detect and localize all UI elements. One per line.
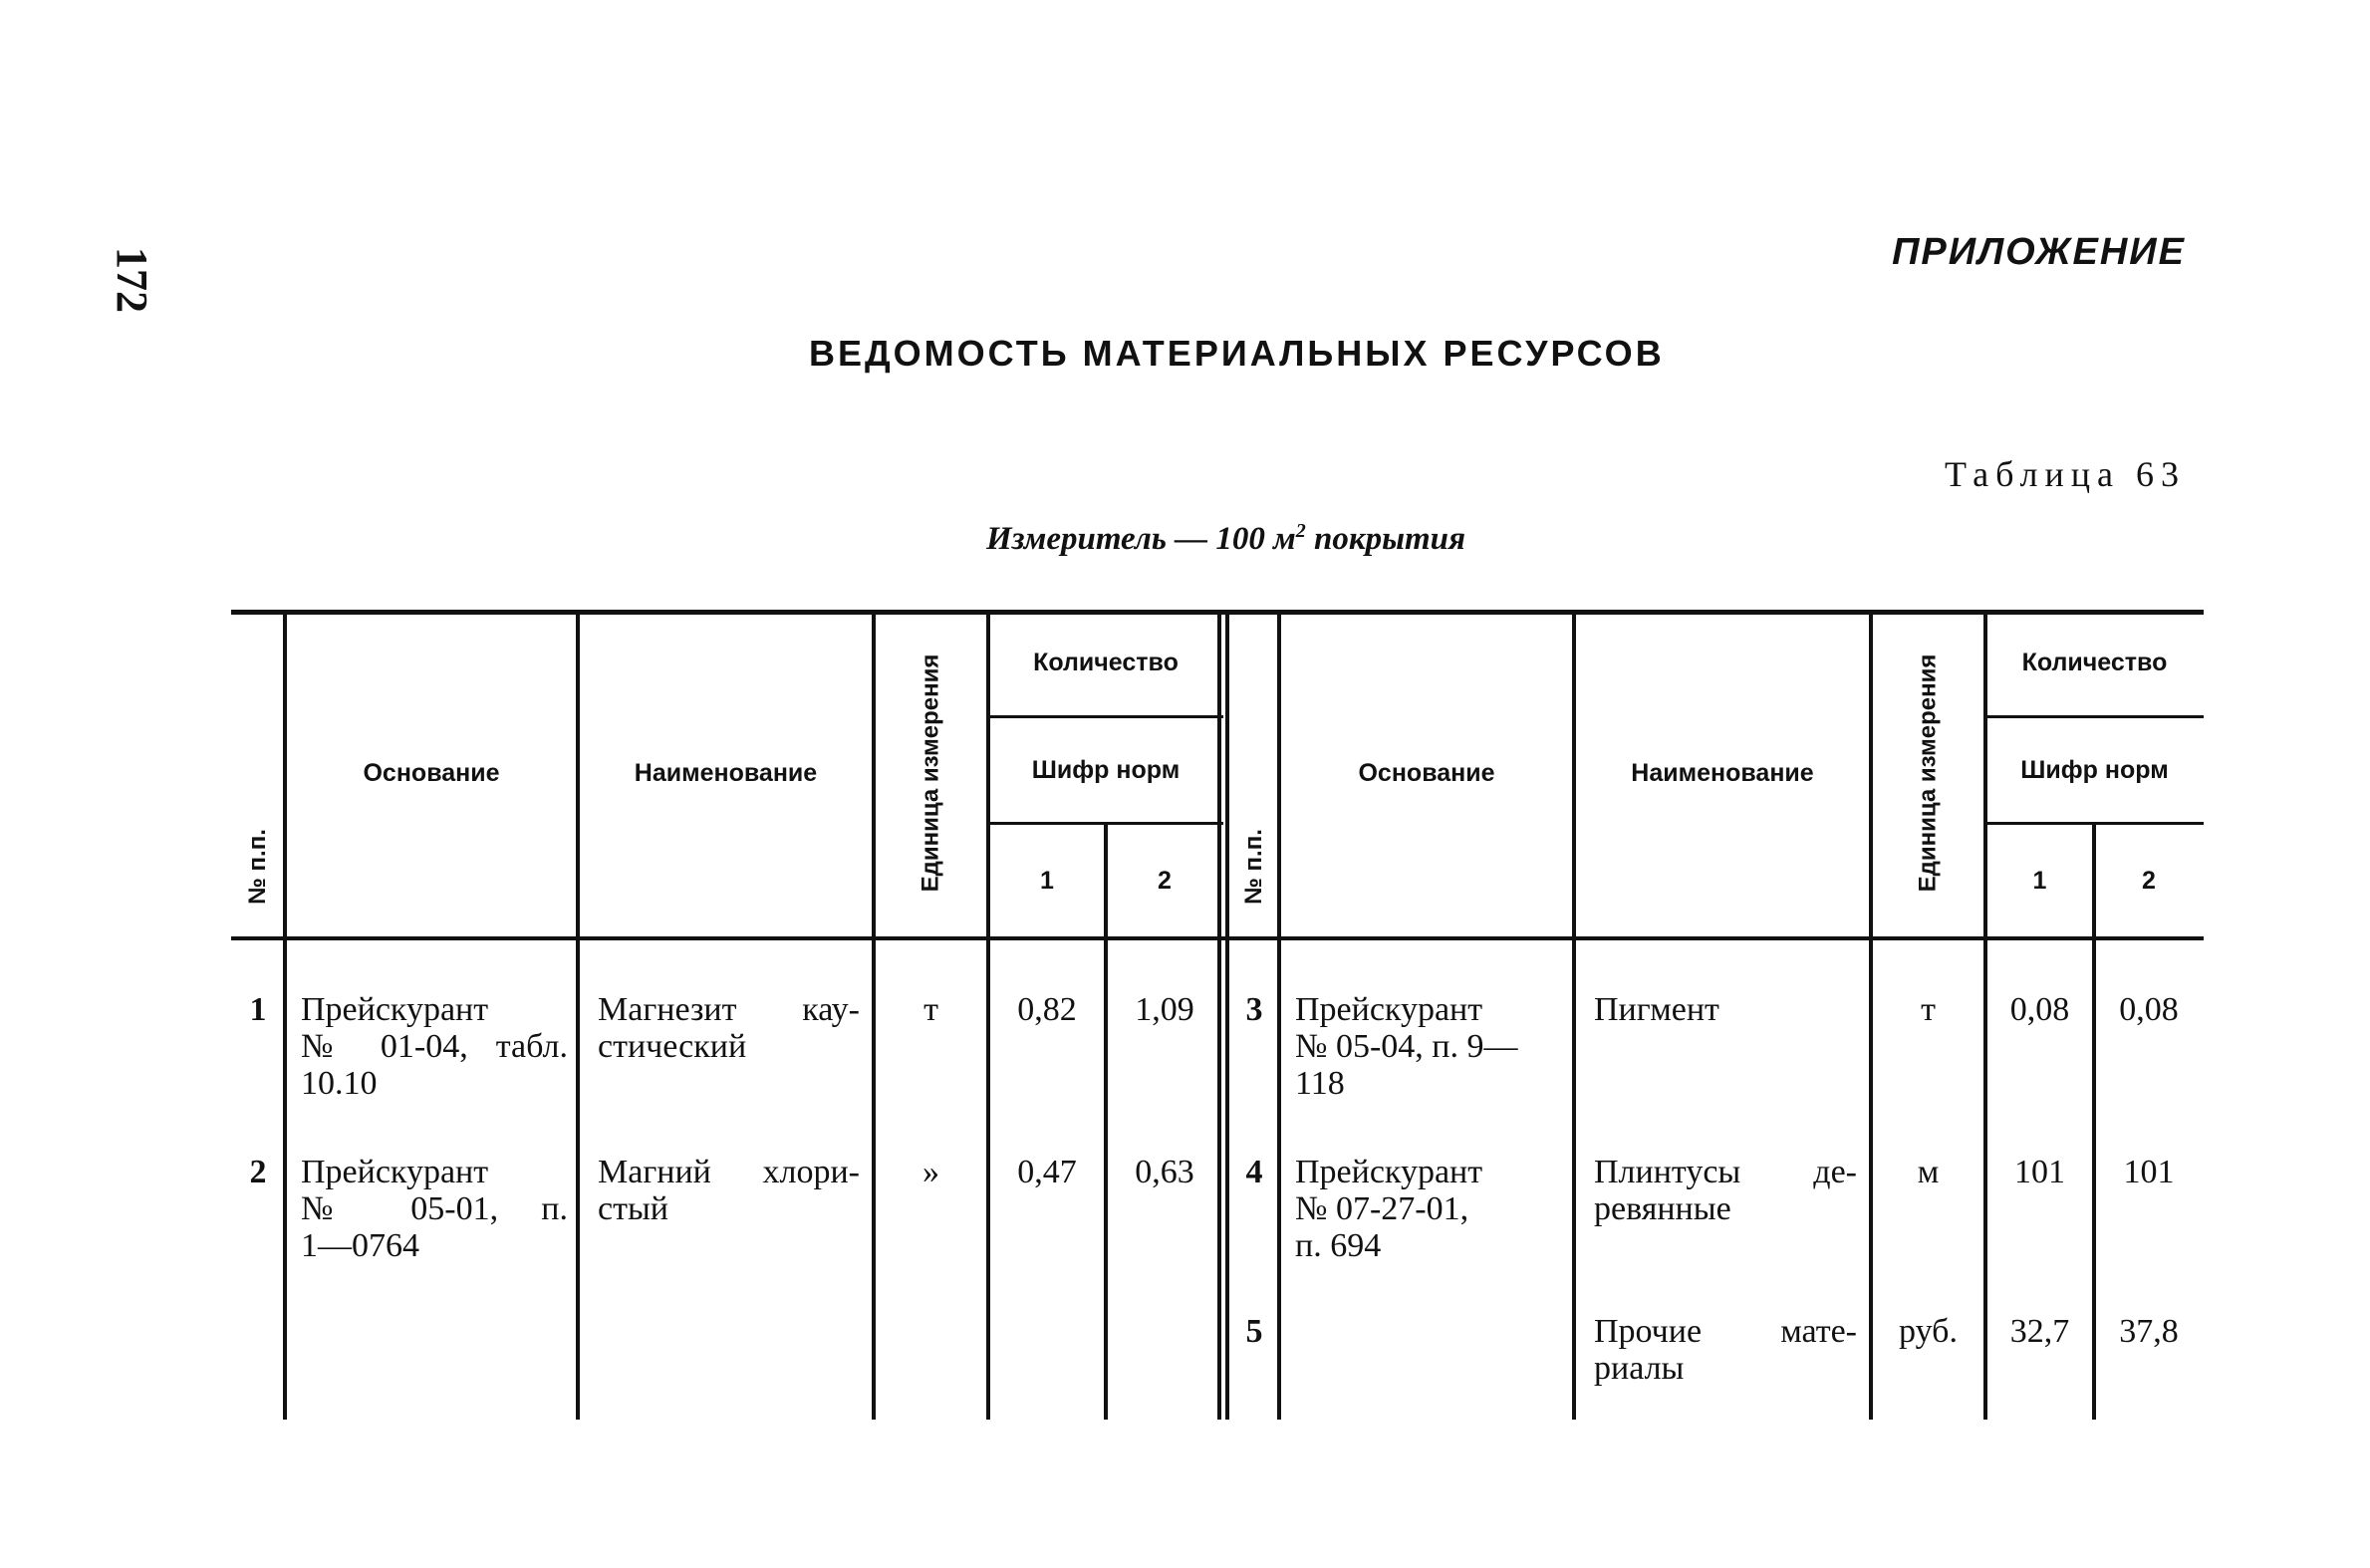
header-col-2: 2 bbox=[2142, 866, 2156, 895]
quantity-1-cell: 32,7 bbox=[2009, 1313, 2070, 1350]
header-quantity: Количество bbox=[1033, 648, 1179, 676]
basis-line: 1—0764 bbox=[301, 1227, 419, 1264]
header-num bbox=[231, 797, 285, 936]
header-basis: Основание bbox=[363, 758, 500, 787]
header-name: Наименование bbox=[634, 758, 818, 787]
unit-cell: т bbox=[923, 991, 938, 1028]
quantity-1-cell: 0,08 bbox=[2009, 991, 2070, 1028]
unit-cell: м bbox=[1917, 1154, 1940, 1190]
unit-cell: т bbox=[1921, 991, 1936, 1028]
quantity-1-cell: 101 bbox=[2014, 1154, 2065, 1190]
name-line: Пигмент bbox=[1594, 991, 1719, 1028]
header-unit-text: Единица измерения bbox=[1914, 653, 1942, 893]
header-unit-text: Единица измерения bbox=[917, 653, 944, 893]
name-line: ревянные bbox=[1594, 1190, 1731, 1227]
header-num bbox=[1229, 797, 1279, 936]
basis-line: 118 bbox=[1295, 1065, 1345, 1102]
name-line: Плинтусы де- bbox=[1594, 1154, 1857, 1190]
name-line: Прочие мате- bbox=[1594, 1313, 1857, 1350]
header-col-1: 1 bbox=[1040, 866, 1054, 895]
row-number: 5 bbox=[1245, 1313, 1263, 1350]
header-norms: Шифр норм bbox=[1031, 755, 1181, 784]
quantity-2-cell: 1,09 bbox=[1135, 991, 1194, 1028]
table-label: Таблица 63 bbox=[1945, 454, 2186, 494]
header-quantity: Количество bbox=[2021, 648, 2168, 676]
name-line: риалы bbox=[1594, 1350, 1685, 1387]
quantity-2-cell: 0,08 bbox=[2119, 991, 2179, 1028]
header-unit bbox=[874, 610, 988, 936]
header-basis: Основание bbox=[1358, 758, 1495, 787]
basis-line: Прейскурант bbox=[1295, 991, 1483, 1028]
header-num-text: № п.п. bbox=[244, 829, 271, 905]
page-number: 172 bbox=[108, 247, 156, 313]
basis-line: Прейскурант bbox=[1295, 1154, 1483, 1190]
basis-line: 10.10 bbox=[301, 1065, 378, 1102]
basis-line: № 05-01, п. bbox=[301, 1190, 568, 1227]
header-num-text: № п.п. bbox=[1240, 829, 1267, 905]
header-col-1: 1 bbox=[2032, 866, 2047, 895]
quantity-1-cell: 0,82 bbox=[1017, 991, 1077, 1028]
header-col-2: 2 bbox=[1158, 866, 1172, 895]
quantity-1-cell: 0,47 bbox=[1017, 1154, 1077, 1190]
document-title: ВЕДОМОСТЬ МАТЕРИАЛЬНЫХ РЕСУРСОВ bbox=[809, 333, 1665, 374]
row-number: 3 bbox=[1245, 991, 1263, 1028]
name-line: Магний хлори- bbox=[598, 1154, 860, 1190]
name-line: стический bbox=[598, 1028, 747, 1065]
basis-line: Прейскурант bbox=[301, 1154, 489, 1190]
unit-cell: » bbox=[922, 1154, 939, 1190]
row-number: 4 bbox=[1245, 1154, 1263, 1190]
quantity-2-cell: 37,8 bbox=[2119, 1313, 2179, 1350]
measure-unit: Измеритель — 100 $м^2$ покрытия bbox=[986, 520, 1466, 557]
header-name: Наименование bbox=[1631, 758, 1814, 787]
quantity-2-cell: 0,63 bbox=[1135, 1154, 1194, 1190]
row-number: 1 bbox=[249, 991, 267, 1028]
name-line: стый bbox=[598, 1190, 668, 1227]
quantity-2-cell: 101 bbox=[2123, 1154, 2175, 1190]
row-number: 2 bbox=[249, 1154, 267, 1190]
basis-line: № 07-27-01, bbox=[1295, 1190, 1469, 1227]
basis-line: Прейскурант bbox=[301, 991, 489, 1028]
basis-line: № 01-04, табл. bbox=[301, 1028, 568, 1065]
basis-line: № 05-04, п. 9— bbox=[1295, 1028, 1518, 1065]
appendix-label: ПРИЛОЖЕНИЕ bbox=[1892, 231, 2186, 273]
header-norms: Шифр норм bbox=[2020, 755, 2169, 784]
basis-line: п. 694 bbox=[1295, 1227, 1382, 1264]
unit-cell: руб. bbox=[1899, 1313, 1958, 1350]
header-unit bbox=[1871, 610, 1985, 936]
name-line: Магнезит кау- bbox=[598, 991, 860, 1028]
